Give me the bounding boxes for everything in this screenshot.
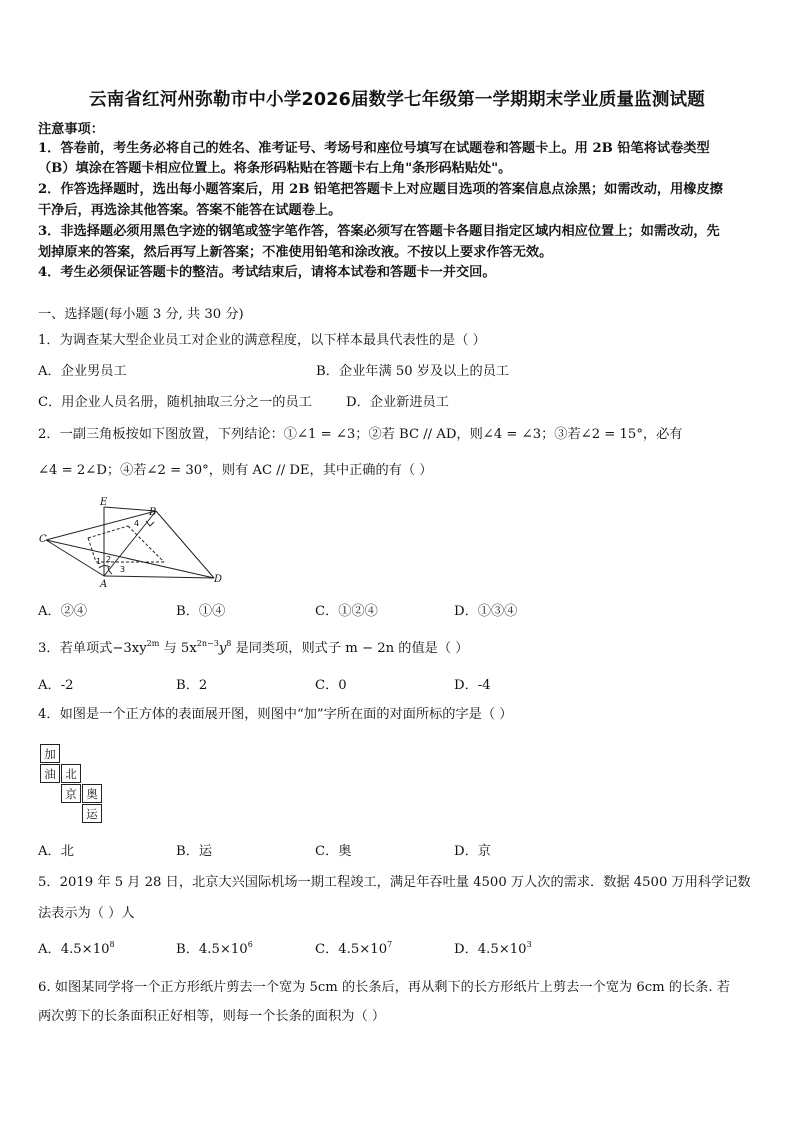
notice-item: 划掉原来的答案，然后再写上新答案；不准使用铅笔和涂改液。不按以上要求作答无效。	[38, 245, 553, 260]
option-exponent: 7	[387, 940, 393, 949]
line-AB	[104, 511, 156, 576]
exam-title: 云南省红河州弥勒市中小学2026届数学七年级第一学期期末学业质量监测试题	[89, 90, 705, 110]
option-text: B．4.5×10	[176, 942, 248, 957]
q3-option-d: D．-4	[454, 678, 491, 693]
notice-item: 1．答卷前，考生务必将自己的姓名、准考证号、考场号和座位号填写在试题卷和答题卡上。用 2B 铅笔将试卷类型	[38, 141, 710, 156]
q2-stem-line1: 2．一副三角板按如下图放置，下列结论：①∠1 = ∠3；②若 BC // AD，则∠4 = ∠3；③若∠2 = 15°，必有	[38, 427, 683, 442]
triangle-board-figure	[36, 496, 236, 592]
angle-label-1: 1	[96, 557, 102, 566]
q3-option-b: B．2	[176, 678, 208, 693]
q4-option-b: B．运	[176, 844, 213, 859]
q3-stem-part: y	[218, 641, 227, 656]
net-cell: 北	[61, 764, 81, 783]
q1-option-b: B．企业年满 50 岁及以上的员工	[316, 364, 510, 379]
net-cell: 油	[40, 764, 60, 783]
line-AD	[104, 576, 214, 578]
label-E: E	[100, 497, 108, 508]
q6-stem-line1: 6. 如图某同学将一个正方形纸片剪去一个宽为 5cm 的长条后，再从剩下的长方形纸片上剪去一个宽为 6cm 的长条. 若	[38, 980, 730, 995]
q5-option-b	[176, 941, 253, 959]
net-cell: 运	[82, 804, 102, 823]
line-CB	[46, 511, 156, 540]
q3-exponent: 2n−3	[196, 639, 219, 648]
line-CD	[46, 540, 214, 578]
q3-stem-part: 是同类项，则式子 m − 2n 的值是（ ）	[235, 641, 469, 656]
q3-stem-part: 3．若单项式−3xy	[38, 641, 147, 656]
q3-exponent: 2m	[146, 639, 160, 648]
line-BD	[156, 511, 214, 578]
q3-stem-part: 与 5x	[163, 641, 197, 656]
angle-label-2: 2	[106, 555, 112, 564]
option-exponent: 8	[109, 940, 115, 949]
q4-option-a: A．北	[38, 844, 74, 859]
q2-option-b: B．①④	[176, 604, 226, 619]
q3-option-c: C．0	[315, 678, 347, 693]
notice-heading: 注意事项：	[38, 122, 104, 137]
q2-option-d: D．①③④	[454, 604, 518, 619]
q1-stem: 1．为调查某大型企业员工对企业的满意程度，以下样本最具代表性的是（ ）	[38, 333, 486, 348]
option-text: C．4.5×10	[315, 942, 388, 957]
notice-item: 2．作答选择题时，选出每小题答案后，用 2B 铅笔把答题卡上对应题目选项的答案信息点涂黑；如需改动，用橡皮擦	[38, 182, 723, 197]
label-B: B	[149, 507, 157, 518]
notice-item: （B）填涂在答题卡相应位置上。将条形码粘贴在答题卡右上角"条形码粘贴处"。	[38, 161, 512, 176]
q3-stem	[38, 640, 468, 658]
q4-option-d: D．京	[454, 844, 491, 859]
q2-stem-line2: ∠4 = 2∠D；④若∠2 = 30°，则有 AC // DE，其中正确的有（ ）	[38, 463, 433, 478]
q5-stem-line1: 5．2019 年 5 月 28 日，北京大兴国际机场一期工程竣工，满足年吞吐量 4500 万人次的需求．数据 4500 万用科学记数	[38, 875, 751, 890]
option-text: D．4.5×10	[454, 942, 527, 957]
section-heading: 一、选择题(每小题 3 分, 共 30 分)	[38, 307, 244, 322]
notice-item: 3．非选择题必须用黑色字迹的钢笔或签字笔作答，答案必须写在答题卡各题目指定区域内相应位置上；如需改动，先	[38, 224, 720, 239]
notice-item: 干净后，再选涂其他答案。答案不能答在试题卷上。	[38, 203, 342, 218]
label-C: C	[39, 534, 47, 545]
option-exponent: 6	[247, 940, 253, 949]
angle-label-4: 4	[134, 519, 140, 528]
net-cell: 奥	[82, 784, 102, 803]
notice-item: 4．考生必须保证答题卡的整洁。考试结束后，请将本试卷和答题卡一并交回。	[38, 265, 496, 280]
net-cell: 加	[40, 744, 60, 763]
q3-exponent: 8	[226, 639, 232, 648]
q5-option-a	[38, 941, 115, 959]
dashed-line	[128, 526, 164, 562]
q5-option-d	[454, 941, 532, 959]
q6-stem-line2: 两次剪下的长条面积正好相等，则每一个长条的面积为（ ）	[38, 1009, 386, 1024]
q2-option-c: C．①②④	[315, 604, 378, 619]
q3-option-a: A．-2	[38, 678, 74, 693]
q5-option-c	[315, 941, 392, 959]
q4-option-c: C．奥	[315, 844, 352, 859]
option-text: A．4.5×10	[38, 942, 110, 957]
angle-label-3: 3	[120, 565, 126, 574]
q1-option-c: C．用企业人员名册，随机抽取三分之一的员工	[38, 395, 312, 410]
label-A: A	[100, 579, 108, 590]
cube-net-figure	[40, 744, 104, 824]
q1-option-d: D．企业新进员工	[346, 395, 449, 410]
q1-option-a: A．企业男员工	[38, 364, 127, 379]
option-exponent: 3	[526, 940, 532, 949]
q4-stem: 4．如图是一个正方体的表面展开图，则图中“加”字所在面的对面所标的字是（ ）	[38, 707, 513, 722]
q5-stem-line2: 法表示为（ ）人	[38, 906, 135, 921]
q2-option-a: A．②④	[38, 604, 88, 619]
net-cell: 京	[61, 784, 81, 803]
label-D: D	[214, 574, 223, 585]
angle-mark	[146, 521, 154, 526]
